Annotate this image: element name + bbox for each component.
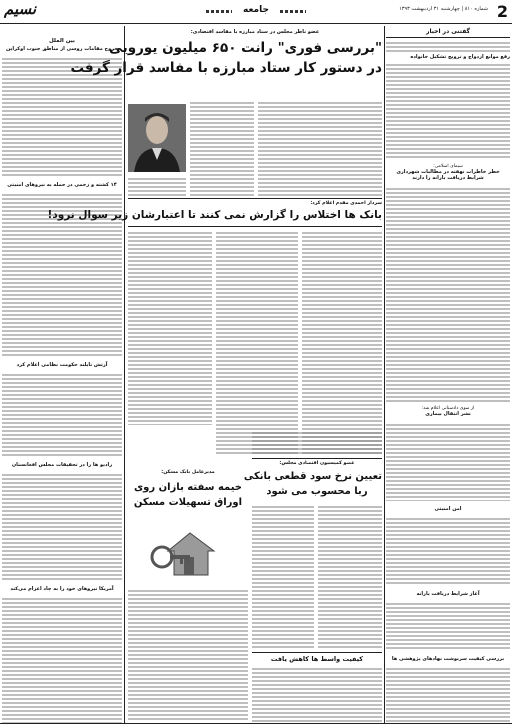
right-column-divider: [384, 26, 385, 723]
brief-5: [386, 591, 510, 651]
brief-1: [386, 40, 510, 160]
brief-2: [386, 164, 510, 402]
brief-2-title: خطر خاطرات نهفته در مطالبات شهرداری: [396, 169, 500, 175]
bank-body-2: [252, 504, 314, 649]
lead-kicker: عضو ناظر مجلس در ستاد مبارزه با مفاسد اقتصادی:: [190, 29, 320, 35]
logo: نسیم: [4, 0, 37, 18]
bank-kicker: عضو کمیسیون اقتصادی مجلس:: [279, 461, 355, 466]
brief-1-title: رفع موانع ازدواج و ترویج تشکیل خانواده: [410, 54, 510, 60]
housing-body-left: [128, 588, 248, 722]
page-number: 2: [496, 2, 508, 21]
bank-body-1: [318, 504, 382, 649]
brief-3-kicker: از سوی دادستانی اعلام شد:: [421, 406, 475, 411]
bottom-rule: [0, 723, 512, 724]
brief-4-title: امن امنیتی: [434, 506, 462, 512]
intl-5: [2, 586, 122, 723]
section-label: جامعه: [243, 5, 269, 15]
brief-6: [386, 656, 510, 723]
brief-6-title: بررسی کیفیت سرنوشت نهادهای پژوهشی ها: [391, 656, 505, 662]
brief-2-kicker: سیمای اسلامی:: [433, 164, 463, 169]
portrait-photo: [128, 104, 186, 172]
article-col-2: [216, 230, 298, 455]
intl-4: [2, 462, 122, 582]
intl-4-title: رادیو ها را در تحقیقات مجلس افغانستان: [11, 462, 113, 468]
intl-1-title: خروج مقامات روسی از مناطق جنوب اوکراین: [6, 46, 118, 52]
article-col-1: [302, 230, 382, 455]
masthead: [0, 0, 512, 24]
right-column: [386, 26, 510, 723]
intl-2: [2, 362, 122, 458]
left-column: [2, 26, 122, 723]
brief-4: [386, 506, 510, 586]
housing-body-right: [252, 430, 382, 455]
ornament-icon: [206, 10, 232, 13]
bank-headline-2: ربا محسوب می شود: [266, 486, 368, 497]
lead-body-right: [258, 100, 382, 196]
ornament-icon: [280, 10, 306, 13]
subhead-kicker: سردار احمدی مقدم اعلام کرد:: [310, 201, 382, 206]
issue-info: شماره ۸۱۰ | چهارشنبه ۳۱ اردیبهشت ۱۳۹۳: [399, 6, 488, 12]
bottom-title: کیفیت واسط ها کاهش یافت: [270, 655, 364, 663]
lead-body-left: [128, 176, 186, 196]
housing-kicker: مدیرعامل بانک مسکن:: [161, 470, 215, 475]
intl-2-title: آرتش تایلند حکومت نظامی اعلام کرد: [16, 362, 108, 368]
left-section-title: بین الملل: [49, 38, 75, 44]
brief-3: [386, 406, 510, 501]
intl-5-title: آمریکا نیروهای خود را به چاد اعزام می‌کند: [10, 586, 114, 592]
left-column-divider: [124, 26, 125, 723]
lead-body-center: [190, 100, 254, 196]
lead-headline-1: "بررسی فوری" رانت ۶۵۰ میلیون یورویی: [109, 40, 382, 56]
housing-headline-2: اوراق تسهیلات مسکن: [133, 497, 243, 508]
lead-headline-2: در دستور کار ستاد مبارزه با مفاسد قرار گرفت: [70, 60, 382, 76]
right-section-title: گفتنی در اخبار: [425, 28, 471, 35]
bottom-body: [252, 666, 382, 722]
masthead-rule: [0, 23, 512, 24]
brief-2-sub: شرایط دریافت یارانه را دارند: [412, 175, 484, 181]
portrait-icon: [128, 104, 186, 172]
bank-headline-1: تعیین نرخ سود قطعی بانکی: [243, 471, 382, 482]
brief-5-title: آغاز شرایط دریافت یارانه: [416, 591, 480, 597]
article-col-3: [128, 230, 212, 425]
brief-3-title: نشر انتقال بیماری: [425, 411, 471, 417]
housing-headline-1: خیمه سفته بازان روی: [133, 482, 243, 493]
subhead: بانک ها اختلاس را گزارش نمی کنند تا اعتبارشان زیر سوال نرود!: [47, 209, 382, 221]
intl-3-title: ۱۴ کشته و زخمی در حمله به نیروهای امنیتی: [7, 182, 117, 188]
house-key-icon: [134, 515, 238, 585]
